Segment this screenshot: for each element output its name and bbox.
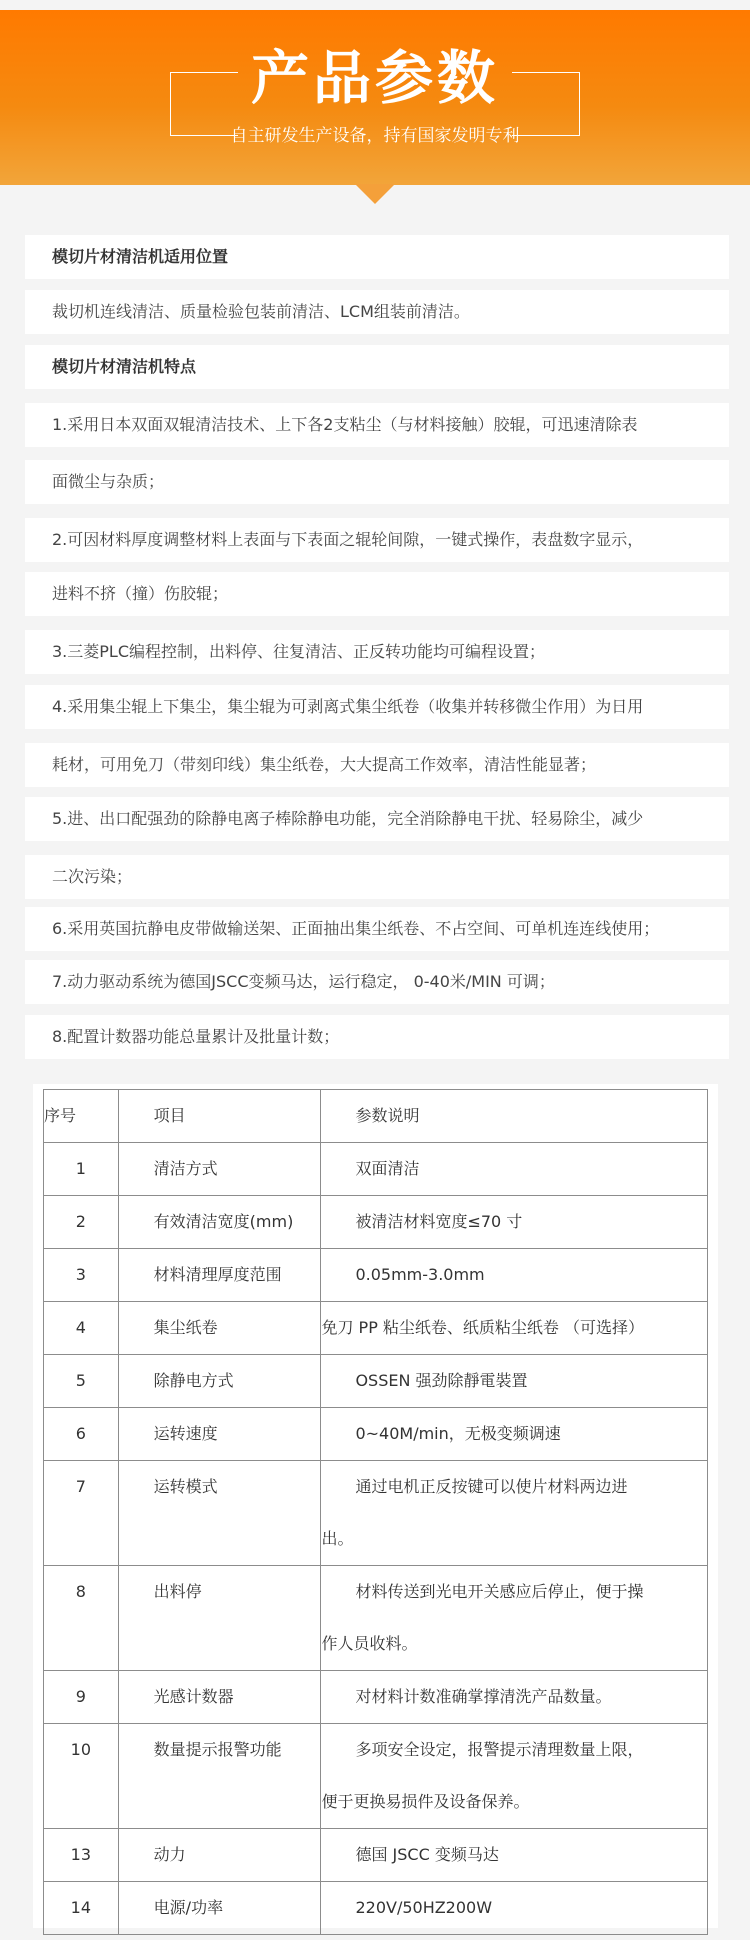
header-banner [0,10,750,185]
row-item [118,1196,321,1249]
row-item-text: 运转模式 [153,1477,218,1496]
table-row [44,1196,708,1249]
row-number-text: 13 [70,1845,92,1864]
section-text-row: 4.采用集尘辊上下集尘，集尘辊为可剥离式集尘纸卷（收集并转移微尘作用）为日用 [25,685,729,729]
table-row [44,1566,708,1671]
row-desc-text: 便于更换易损件及设备保养。 [321,1792,530,1811]
row-number-text: 2 [75,1212,86,1231]
row-desc-text: 作人员收料。 [321,1634,418,1653]
spec-table [43,1089,708,1935]
row-desc-text: 220V/50HZ200W [355,1898,493,1917]
section-text-row: 8.配置计数器功能总量累计及批量计数； [25,1015,729,1059]
row-item-text: 材料清理厚度范围 [153,1265,282,1284]
row-desc-text: 被清洁材料宽度≤70 寸 [355,1212,523,1231]
table-row [44,1724,708,1829]
section-text-row: 7.动力驱动系统为德国JSCC变频马达，运行稳定， 0-40米/MIN 可调； [25,960,729,1004]
table-row [44,1302,708,1355]
row-desc [321,1461,708,1566]
row-desc [321,1671,708,1724]
row-item [118,1302,321,1355]
row-number [44,1249,119,1302]
row-item-text: 动力 [153,1845,186,1864]
spec-table-container [33,1084,718,1928]
row-desc-text: 多项安全设定，报警提示清理数量上限， [355,1740,644,1759]
row-item [118,1355,321,1408]
row-number-text: 14 [70,1898,92,1917]
row-item [118,1408,321,1461]
row-item-text: 有效清洁宽度(mm) [153,1212,294,1231]
page-subtitle: 自主研发生产设备，持有国家发明专利 [230,126,520,146]
row-item-text: 运转速度 [153,1424,218,1443]
row-desc-text: 双面清洁 [355,1159,420,1178]
row-number [44,1566,119,1671]
table-row [44,1882,708,1935]
header-desc [321,1090,708,1143]
row-item-text: 光感计数器 [153,1687,234,1706]
section-text-row: 3.三菱PLC编程控制，出料停、往复清洁、正反转功能均可编程设置； [25,630,729,674]
row-item [118,1724,321,1829]
row-desc [321,1302,708,1355]
section-text-row: 二次污染； [25,855,729,899]
row-number-text: 6 [75,1424,86,1443]
row-number [44,1302,119,1355]
header-no-text: 序号 [44,1106,77,1125]
row-desc-text: 德国 JSCC 变频马达 [355,1845,499,1864]
header-item [118,1090,321,1143]
table-row [44,1671,708,1724]
row-item-text: 出料停 [153,1582,202,1601]
row-item [118,1143,321,1196]
down-arrow-icon [355,184,395,204]
row-desc-text: OSSEN 强劲除靜電裝置 [355,1371,528,1390]
row-number [44,1724,119,1829]
row-desc [321,1724,708,1829]
section-text-row: 6.采用英国抗静电皮带做输送架、正面抽出集尘纸卷、不占空间、可单机连连线使用； [25,907,729,951]
row-number [44,1143,119,1196]
section-text-row: 进料不挤（撞）伤胶辊； [25,572,729,616]
row-desc [321,1143,708,1196]
row-number-text: 9 [75,1687,86,1706]
row-number-text: 4 [75,1318,86,1337]
row-number [44,1196,119,1249]
row-item-text: 清洁方式 [153,1159,218,1178]
section-text-row: 1.采用日本双面双辊清洁技术、上下各2支粘尘（与材料接触）胶辊，可迅速清除表 [25,403,729,447]
table-row [44,1355,708,1408]
row-number-text: 1 [75,1159,86,1178]
section-text-row: 5.进、出口配强劲的除静电离子棒除静电功能，完全消除静电干扰、轻易除尘，减少 [25,797,729,841]
table-row [44,1249,708,1302]
row-item [118,1249,321,1302]
row-item [118,1882,321,1935]
row-number-text: 7 [75,1477,86,1496]
table-header-row [44,1090,708,1143]
row-item [118,1671,321,1724]
section-text-row: 裁切机连线清洁、质量检验包装前清洁、LCM组装前清洁。 [25,290,729,334]
row-desc-text: 免刀 PP 粘尘纸卷、纸质粘尘纸卷 （可选择） [321,1318,645,1337]
row-number-text: 8 [75,1582,86,1601]
row-desc-text: 对材料计数准确掌撑清洗产品数量。 [355,1687,612,1706]
section-heading: 模切片材清洁机特点 [25,345,729,389]
table-row [44,1408,708,1461]
row-desc-text: 0.05mm-3.0mm [355,1265,485,1284]
section-text-row: 面微尘与杂质； [25,460,729,504]
section-heading: 模切片材清洁机适用位置 [25,235,729,279]
table-row [44,1829,708,1882]
header-desc-text: 参数说明 [355,1106,420,1125]
row-number [44,1461,119,1566]
row-item-text: 数量提示报警功能 [153,1740,282,1759]
row-number [44,1671,119,1724]
row-number [44,1882,119,1935]
page-title: 产品参数 [250,44,499,112]
row-item [118,1829,321,1882]
row-desc [321,1408,708,1461]
row-number [44,1355,119,1408]
row-number-text: 5 [75,1371,86,1390]
row-number-text: 3 [75,1265,86,1284]
row-desc [321,1566,708,1671]
table-row [44,1461,708,1566]
section-text-row: 2.可因材料厚度调整材料上表面与下表面之辊轮间隙，一键式操作，表盘数字显示， [25,518,729,562]
row-desc-text: 0~40M/min，无极变频调速 [355,1424,561,1443]
row-desc [321,1829,708,1882]
header-item-text: 项目 [153,1106,186,1125]
row-desc [321,1196,708,1249]
table-row [44,1143,708,1196]
row-item [118,1566,321,1671]
row-number [44,1829,119,1882]
row-desc-text: 出。 [321,1529,354,1548]
row-item-text: 除静电方式 [153,1371,234,1390]
row-desc [321,1882,708,1935]
row-desc [321,1355,708,1408]
header-no [44,1090,119,1143]
section-text-row: 耗材，可用免刀（带刻印线）集尘纸卷，大大提高工作效率，清洁性能显著； [25,743,729,787]
row-item-text: 集尘纸卷 [153,1318,218,1337]
row-desc-text: 材料传送到光电开关感应后停止，便于操 [355,1582,644,1601]
row-desc [321,1249,708,1302]
row-item-text: 电源/功率 [153,1898,224,1917]
row-item [118,1461,321,1566]
row-number-text: 10 [70,1740,92,1759]
row-number [44,1408,119,1461]
row-desc-text: 通过电机正反按键可以使片材料两边进 [355,1477,628,1496]
